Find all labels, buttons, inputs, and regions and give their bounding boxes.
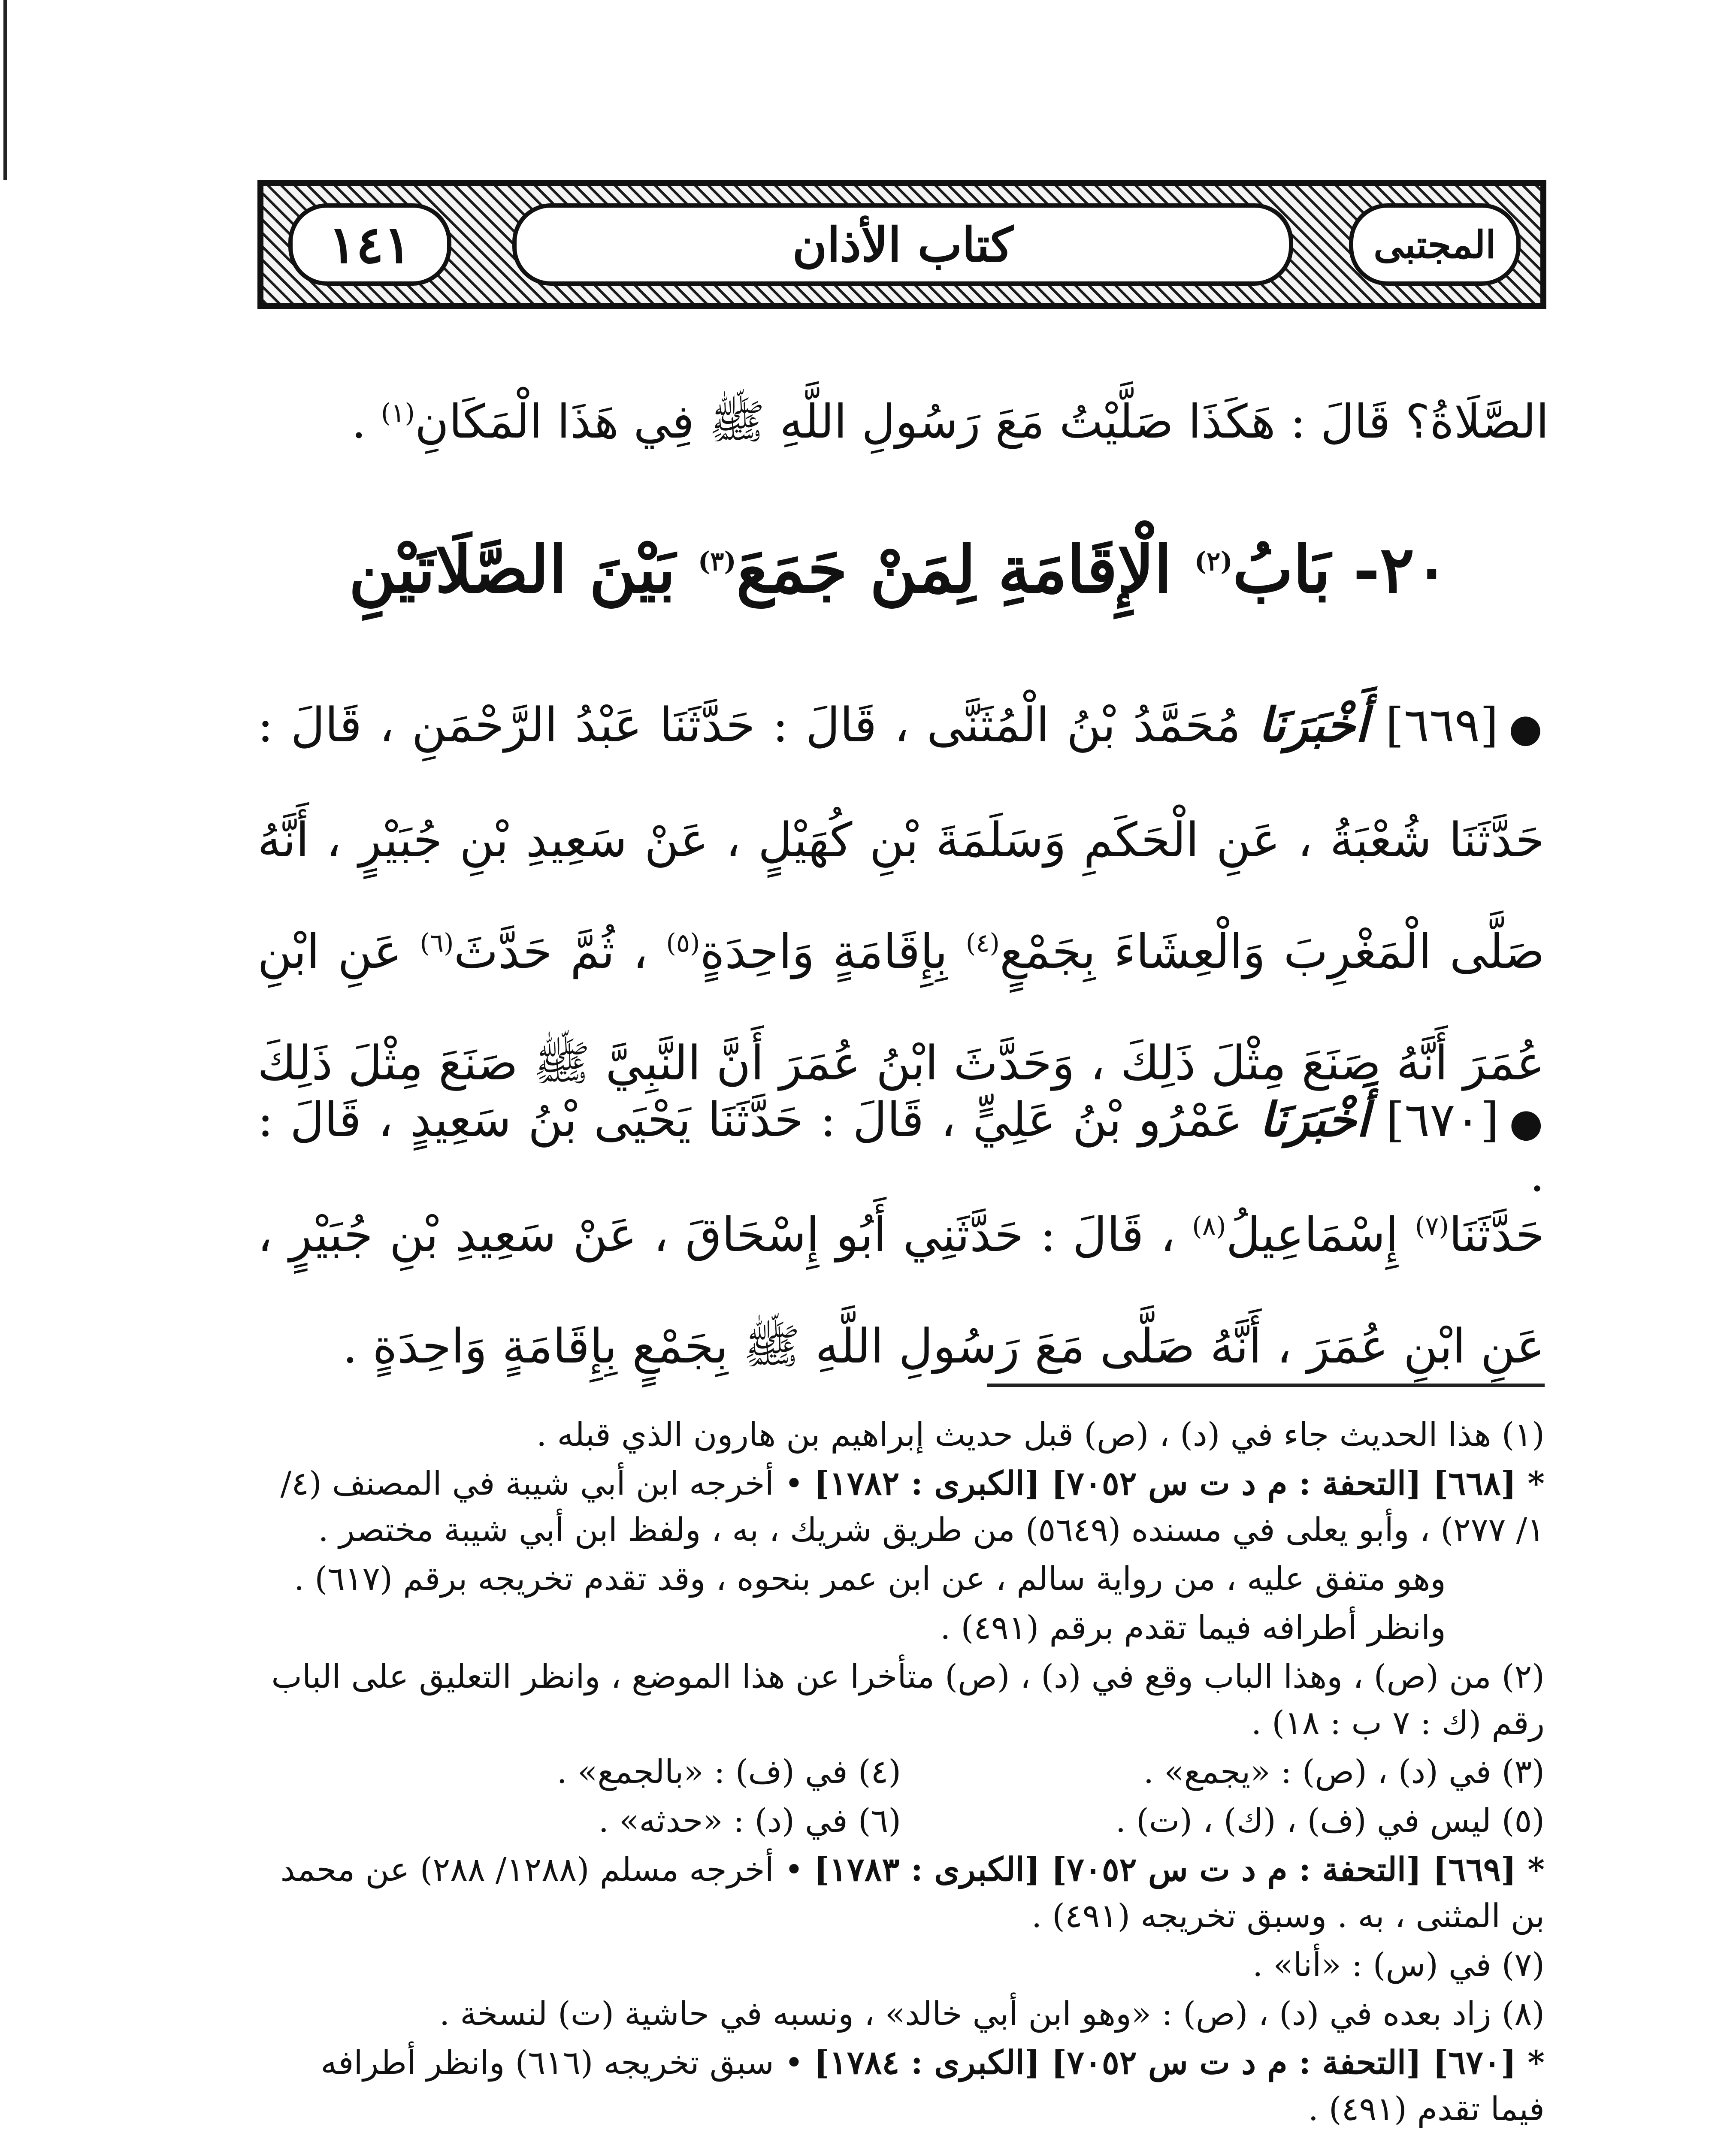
chapter-heading — [257, 532, 1540, 607]
footnote-5: (٥) ليس في (ف) ، (ك) ، (ت) . — [1115, 1801, 1545, 1840]
footnote-1: (١) هذا الحديث جاء في (د) ، (ص) قبل حديث إبراهيم بن هارون الذي قبله . — [536, 1415, 1545, 1453]
source-text: • سبق تخريجه (٦١٦) وانظر أطرافه فيما تقدم (٤٩١) . — [321, 2043, 1545, 2128]
footnote-ref: (٤) — [965, 928, 1000, 958]
footnote-ref: (٦) — [420, 928, 454, 958]
bullet-icon: ● — [1509, 1100, 1545, 1145]
book-name: المجتبى — [1349, 203, 1521, 286]
footnote-8: (٨) زاد بعده في (د) ، (ص) : «وهو ابن أبي خالد» ، ونسبه في حاشية (ت) لنسخة . — [439, 1994, 1545, 2033]
hadith-text: عَنِ ابْنِ عُمَرَ أَنَّهُ صَنَعَ مِثْلَ ذَلِكَ ، وَحَدَّثَ ابْنُ عُمَرَ أَنَّ النَّبِيَّ ﷺ صَنَعَ مِثْلَ ذَلِكَ . — [257, 924, 1545, 1202]
opening-line — [266, 395, 1549, 449]
footnote-pair-3-4 — [257, 1749, 1545, 1795]
heading-part: بَيْنَ الصَّلَاتَيْنِ — [348, 532, 698, 607]
hadith-text: ، ثُمَّ حَدَّثَ — [454, 924, 666, 979]
source-code: * [٦٦٩] [التحفة : م د ت س ٧٠٥٢] [الكبرى : ١٧٨٣] — [814, 1850, 1545, 1888]
footnote-ref: (٣) — [698, 547, 736, 577]
hadith-text: مُحَمَّدُ بْنُ الْمُثَنَّى ، قَالَ : حَدَّثَنَا عَبْدُ الرَّحْمَنِ ، قَالَ : حَدَّثَنَا شُعْبَةُ ، عَنِ الْحَكَمِ وَسَلَمَةَ بْنِ كُهَيْلٍ ، عَنْ سَعِيدِ بْنِ جُبَيْرٍ ، أَنَّهُ صَلَّى الْمَغْرِبَ وَالْعِشَاءَ بِجَمْعٍ — [257, 698, 1545, 979]
footnote-ref: (١) — [381, 398, 415, 428]
source-code: * [٦٧٠] [التحفة : م د ت س ٧٠٥٢] [الكبرى : ١٧٨٤] — [814, 2043, 1545, 2082]
hadith-intro: أَخْبَرَنَا — [1258, 697, 1368, 752]
source-note-670 — [257, 2039, 1545, 2132]
hadith-intro: أَخْبَرَنَا — [1259, 1092, 1370, 1147]
page-number: ١٤١ — [288, 203, 451, 286]
source-note-668 — [257, 1460, 1545, 1553]
source-note-668-line2: وهو متفق عليه ، من رواية سالم ، عن ابن عمر بنحوه ، وقد تقدم تخريجه برقم (٦١٧) . — [294, 1559, 1446, 1598]
footnote-ref: (٢) — [1194, 547, 1233, 577]
hadith-number: [٦٦٩] — [1368, 698, 1499, 752]
hadith-number: [٦٧٠] — [1369, 1092, 1499, 1147]
opening-text: الصَّلَاةُ؟ قَالَ : هَكَذَا صَلَّيْتُ مَعَ رَسُولِ اللَّهِ ﷺ فِي هَذَا الْمَكَانِ — [414, 395, 1549, 449]
source-code: * [٦٦٨] [التحفة : م د ت س ٧٠٥٢] [الكبرى : ١٧٨٢] — [814, 1464, 1545, 1502]
hadith-text: إِسْمَاعِيلُ — [1226, 1207, 1415, 1262]
page-header-banner — [257, 180, 1546, 309]
footnote-ref: (٨) — [1192, 1211, 1226, 1242]
heading-part: الْإِقَامَةِ لِمَنْ جَمَعَ — [736, 532, 1195, 607]
footnote-7: (٧) في (س) : «أنا» . — [1252, 1946, 1545, 1984]
hadith-text: عَمْرُو بْنُ عَلِيٍّ ، قَالَ : حَدَّثَنَا يَحْيَى بْنُ سَعِيدٍ ، قَالَ : حَدَّثَنَا — [257, 1092, 1545, 1262]
heading-part: بَابُ — [1232, 532, 1331, 607]
opening-end: . — [351, 395, 381, 449]
footnote-pair-5-6 — [257, 1798, 1545, 1844]
footnote-ref: (٧) — [1415, 1211, 1449, 1242]
chapter-title: كتاب الأذان — [512, 203, 1293, 286]
hadith-text: ، قَالَ : حَدَّثَنِي أَبُو إِسْحَاقَ ، عَنْ سَعِيدِ بْنِ جُبَيْرٍ ، عَنِ ابْنِ عُمَرَ ، أَنَّهُ صَلَّى مَعَ رَسُولِ اللَّهِ ﷺ بِجَمْعٍ بِإِقَامَةٍ وَاحِدَةٍ . — [257, 1207, 1545, 1374]
hadith-670 — [257, 1064, 1545, 1402]
footnote-divider — [987, 1384, 1545, 1387]
source-note-669 — [257, 1846, 1545, 1939]
heading-number: ٢٠- — [1331, 532, 1449, 607]
footnote-4: (٤) في (ف) : «بالجمع» . — [556, 1752, 901, 1791]
footnotes-section — [257, 1411, 1545, 2135]
bullet-icon: ● — [1509, 706, 1545, 751]
footnote-3: (٣) في (د) ، (ص) : «يجمع» . — [1143, 1752, 1545, 1791]
footnote-6: (٦) في (د) : «حدثه» . — [598, 1801, 901, 1840]
source-text: • أخرجه مسلم (١٢٨٨/ ٢٨٨) عن محمد بن المثنى ، به . وسبق تخريجه (٤٩١) . — [280, 1850, 1545, 1935]
page-edge-line — [3, 0, 7, 180]
hadith-text: بِإِقَامَةٍ وَاحِدَةٍ — [700, 924, 966, 979]
footnote-ref: (٥) — [666, 928, 700, 958]
source-note-668-line3: وانظر أطرافه فيما تقدم برقم (٤٩١) . — [940, 1608, 1446, 1647]
footnote-2: (٢) من (ص) ، وهذا الباب وقع في (د) ، (ص) متأخرا عن هذا الموضع ، وانظر التعليق على الباب رقم (ك : ٧ ب : ١٨) . — [271, 1657, 1545, 1742]
source-text: • أخرجه ابن أبي شيبة في المصنف (٤/ ١/ ٢٧٧) ، وأبو يعلى في مسنده (٥٦٤٩) من طريق شريك ، به ، ولفظ ابن أبي شيبة مختصر . — [280, 1464, 1545, 1549]
